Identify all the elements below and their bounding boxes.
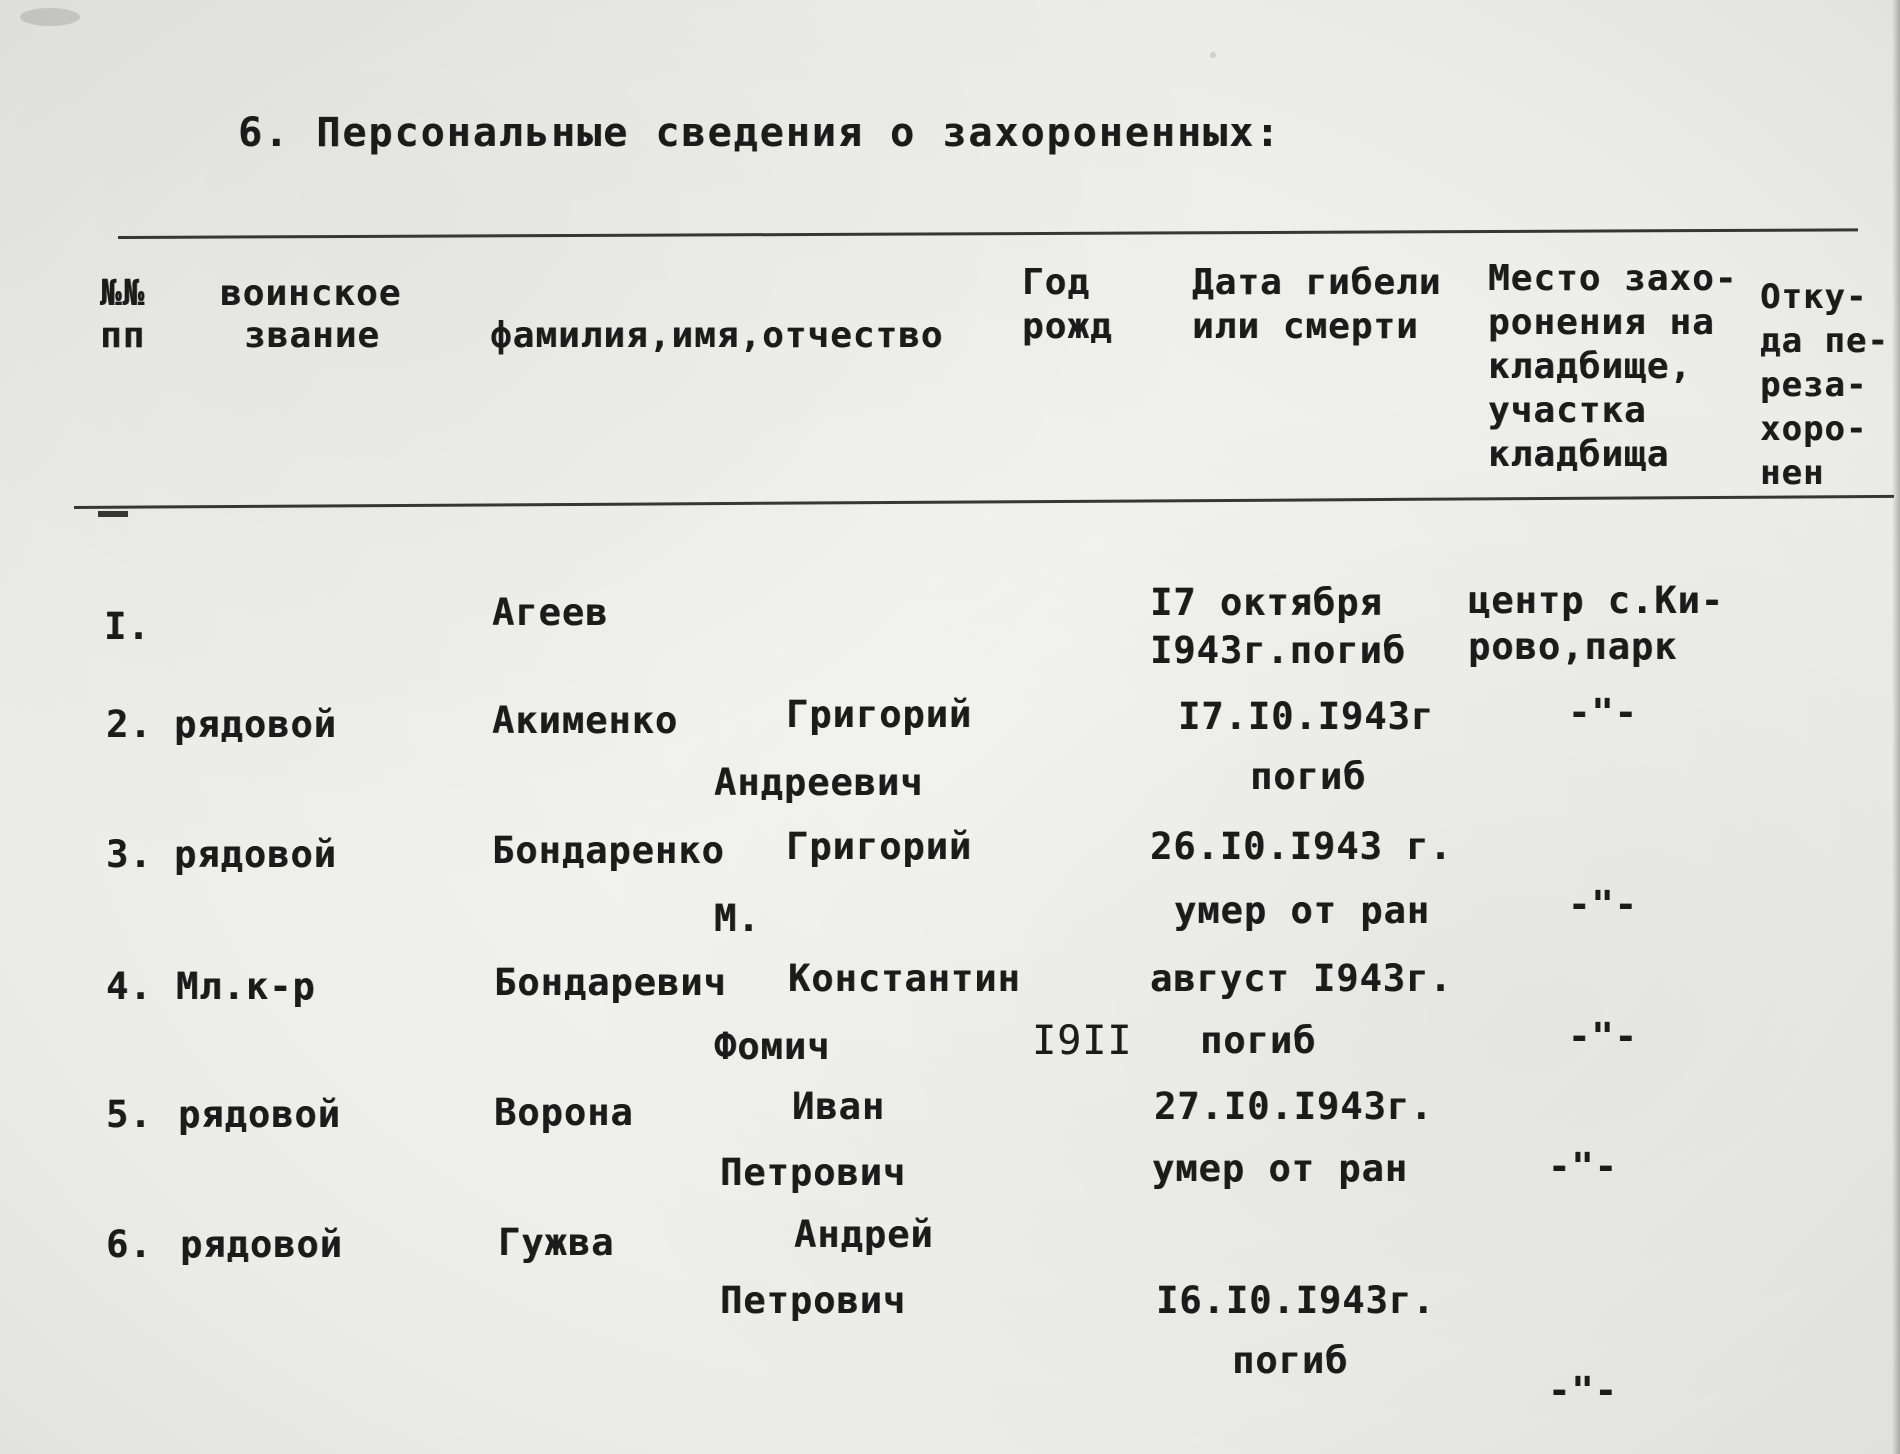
row-patronymic: М. [714,897,761,940]
rule-dash-mark [98,511,128,517]
row-death-line1: I7.I0.I943г [1178,695,1435,738]
row-death-line2: I943г.погиб [1150,629,1407,672]
row-surname: Акименко [492,699,679,742]
row-place-ditto: -"- [1568,883,1638,926]
row-first-name: Григорий [786,825,973,868]
header-place-line3: кладбище, [1488,346,1693,387]
row-death-line2: погиб [1232,1339,1349,1382]
row-patronymic: Петрович [720,1151,907,1194]
header-from-line3: реза- [1760,365,1868,405]
row-death-line1: I6.I0.I943г. [1156,1279,1436,1322]
scan-smudge [20,8,80,26]
row-rank: рядовой [178,1093,341,1136]
header-place-line4: участка [1488,390,1647,431]
table-header-rule [74,495,1894,509]
header-from-line2: да пе- [1760,321,1889,361]
row-patronymic: Петрович [720,1279,907,1322]
row-number: 3. [106,833,153,876]
header-place-line1: Место захо- [1488,258,1738,299]
row-first-name: Константин [788,957,1021,1000]
header-rank-line1: воинское [220,273,402,314]
header-birth-line2: рожд [1022,306,1113,347]
header-num-line1: №№ [100,273,146,314]
row-number: 2. [106,703,153,746]
row-death-line1: 26.I0.I943 г. [1150,825,1453,868]
row-number: 5. [106,1093,153,1136]
row-rank: Мл.к-р [176,965,316,1008]
header-rank-line2: звание [244,315,381,356]
row-death-line2: умер от ран [1152,1147,1409,1190]
row-place-ditto: -"- [1568,1015,1638,1058]
header-place-line2: ронения на [1488,302,1715,343]
row-place-ditto: -"- [1548,1369,1618,1412]
row-surname: Ворона [494,1091,634,1134]
row-first-name: Иван [792,1085,886,1128]
row-death-line2: умер от ран [1174,889,1431,932]
row-surname: Бондаренко [492,829,725,872]
row-first-name: Андрей [794,1213,934,1256]
row-death-line1: I7 октября [1150,581,1383,624]
row-rank: рядовой [174,703,337,746]
scan-speck [1210,52,1216,58]
row-rank: рядовой [180,1223,343,1266]
row-death-line1: август I943г. [1150,957,1453,1000]
row-place-ditto: -"- [1548,1145,1618,1188]
header-death-line2: или смерти [1192,306,1419,347]
row-death-line1: 27.I0.I943г. [1154,1085,1434,1128]
row-first-name: Григорий [786,693,973,736]
header-from-line1: Отку- [1760,277,1868,317]
row-number: 4. [106,965,153,1008]
header-place-line5: кладбища [1488,434,1670,475]
row-place-line1: центр с.Ки- [1468,579,1725,622]
row-number: 6. [106,1223,153,1266]
section-title: 6. Персональные сведения о захороненных: [238,110,1282,156]
header-from-line4: хоро- [1760,409,1868,449]
header-birth-line1: Год [1022,262,1091,303]
row-place-ditto: -"- [1568,691,1638,734]
page-edge-shadow [1892,0,1900,1454]
row-patronymic: Фомич [714,1025,831,1068]
row-death-line2: погиб [1200,1019,1317,1062]
row-number: I. [104,605,151,648]
row-patronymic: Андреевич [714,761,924,804]
header-death-line1: Дата гибели [1192,262,1442,303]
row-place-line2: рово,парк [1468,625,1678,668]
row-death-line2: погиб [1250,755,1367,798]
header-from-line5: нен [1760,453,1825,493]
row-rank: рядовой [174,833,337,876]
header-name: фамилия,имя,отчество [490,315,944,356]
header-num-line2: пп [100,315,146,356]
row-surname: Бондаревич [494,961,727,1004]
row-surname: Агеев [492,591,609,634]
row-birth-year: I9II [1032,1018,1133,1064]
row-surname: Гужва [498,1221,615,1264]
table-top-rule [118,228,1858,239]
